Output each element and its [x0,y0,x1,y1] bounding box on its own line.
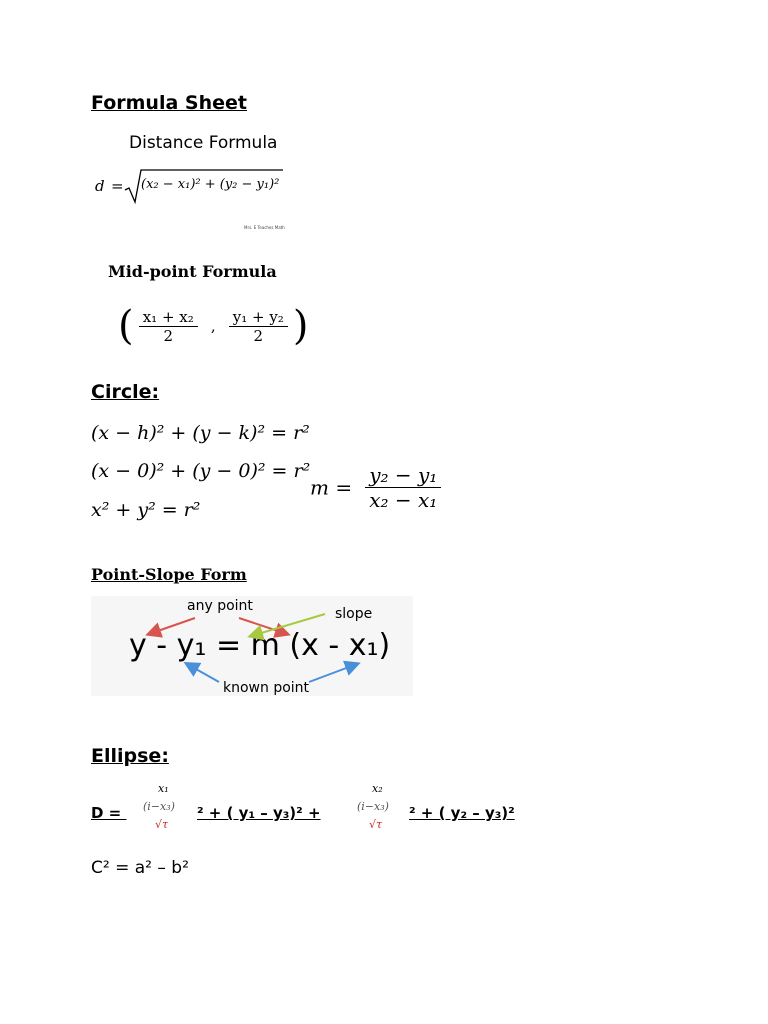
fraction-bottom: √τ [369,818,383,831]
distance-equals: = [111,177,124,195]
page-title: Formula Sheet [91,92,247,114]
fraction-middle: (i−x₃) [143,800,175,813]
midpoint-heading: Mid-point Formula [108,262,277,281]
fraction-middle: (i−x₃) [357,800,389,813]
midpoint-separator: , [210,316,216,335]
distance-formula-image [91,125,286,235]
annotation-arrows-icon [91,596,413,696]
close-paren-icon: ) [292,303,309,349]
point-slope-equation: y - y₁ = m (x - x₁) [129,628,391,663]
label-any-point: any point [187,598,253,614]
midpoint-x-denominator: 2 [163,326,173,345]
midpoint-x-fraction [139,308,198,345]
circle-line-2: (x − 0)² + (y − 0)² = r² [91,460,311,482]
midpoint-y-numerator: y₁ + y₂ [232,307,284,326]
slope-denominator: x₂ − x₁ [369,488,438,512]
midpoint-x-numerator: x₁ + x₂ [142,307,194,326]
ellipse-part-1: ² + ( y₁ – y₃)² + [197,804,321,822]
circle-heading: Circle: [91,381,160,403]
ellipse-d-formula [91,782,731,842]
ellipse-fraction-2 [355,782,403,838]
point-slope-image [91,596,413,696]
label-slope: slope [335,606,373,622]
midpoint-y-fraction [229,308,288,345]
midpoint-y-denominator: 2 [253,326,264,345]
slope-fraction [365,463,441,512]
circle-line-3: x² + y² = r² [91,499,201,521]
circle-line-1: (x − h)² + (y − k)² = r² [91,422,310,444]
fraction-top: x₂ [372,782,383,795]
point-slope-heading: Point-Slope Form [91,565,247,584]
ellipse-fraction-1 [141,782,189,838]
distance-lhs: d [95,177,105,195]
distance-formula-heading: Distance Formula [129,133,278,153]
midpoint-formula [118,302,309,352]
label-known-point: known point [223,680,310,696]
ellipse-part-2: ² + ( y₂ – y₃)² [409,804,515,822]
distance-expression: (x₂ − x₁)² + (y₂ − y₁)² [141,177,280,192]
fraction-top: x₁ [158,782,169,795]
ellipse-d-label: D = [91,804,127,822]
open-paren-icon: ( [118,303,134,349]
slope-formula [310,463,441,512]
slope-lhs: m = [310,475,353,500]
ellipse-c-formula: C² = a² – b² [91,858,189,878]
slope-numerator: y₂ − y₁ [369,463,438,487]
distance-credit: Mrs. E Teaches Math [244,225,285,230]
fraction-bottom: √τ [155,818,169,831]
ellipse-heading: Ellipse: [91,745,169,767]
